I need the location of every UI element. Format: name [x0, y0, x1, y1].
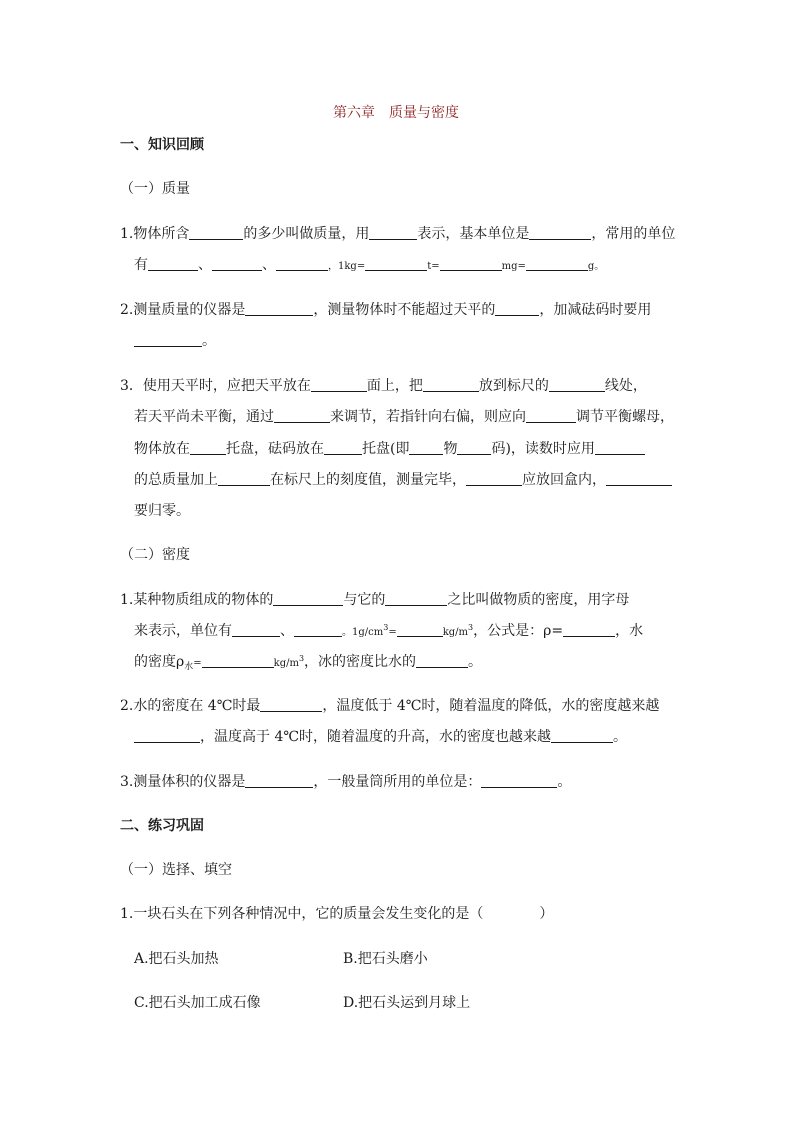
answer-blank[interactable]: [232, 622, 280, 637]
text: 调节平衡螺母，: [576, 409, 674, 425]
question-mass-1-line-1: [120, 225, 675, 243]
answer-blank[interactable]: [245, 773, 313, 788]
answer-blank[interactable]: [148, 256, 198, 271]
text: 在标尺上的刻度值，测量完毕，: [270, 472, 466, 488]
answer-blank[interactable]: [202, 653, 274, 668]
subscript: 水: [184, 662, 194, 672]
text: 2.水的密度在 4℃时最: [120, 698, 261, 714]
question-choice-1-stem: 1.一块石头在下列各种情况中，它的质量会发生变化的是（ ）: [120, 906, 554, 922]
option-a[interactable]: A.把石头加热: [134, 951, 219, 967]
superscript: 3: [468, 623, 474, 632]
text: 物体放在: [134, 441, 190, 457]
answer-blank[interactable]: [189, 225, 243, 240]
answer-blank[interactable]: [212, 256, 262, 271]
answer-blank[interactable]: [190, 440, 226, 455]
text: mg=: [501, 261, 526, 272]
subsection-heading-density: （二）密度: [120, 547, 190, 563]
answer-blank[interactable]: [276, 256, 328, 271]
question-mass-3-line-1: [120, 377, 647, 395]
answer-blank[interactable]: [311, 377, 367, 392]
text: kg/m: [273, 658, 299, 669]
answer-blank[interactable]: [595, 440, 645, 455]
text: kg/m: [442, 627, 469, 638]
text: 。1g/cm: [342, 627, 384, 638]
text: ，公式是：ρ=: [473, 623, 564, 639]
superscript: 3: [383, 623, 389, 632]
text: 托盘(即: [362, 441, 410, 457]
answer-blank[interactable]: [526, 408, 576, 423]
text: 的密度ρ: [134, 654, 185, 670]
text: 3．使用天平时，应把天平放在: [120, 378, 311, 394]
answer-blank[interactable]: [324, 440, 362, 455]
text: 1.某种物质组成的物体的: [120, 592, 274, 608]
answer-blank[interactable]: [440, 256, 502, 271]
answer-blank[interactable]: [409, 440, 443, 455]
superscript: 3: [298, 654, 305, 663]
text: 表示，基本单位是: [417, 226, 530, 242]
text: t=: [427, 261, 440, 272]
question-density-3: [120, 773, 571, 791]
section-heading-practice: 二、练习巩固: [120, 818, 204, 834]
question-mass-3-line-3: [134, 440, 645, 458]
answer-blank[interactable]: [526, 256, 588, 271]
text: 3.测量体积的仪器是: [120, 774, 246, 790]
text: 与它的: [343, 592, 386, 608]
text: 。: [613, 729, 628, 745]
subsection-heading-mass: （一）质量: [120, 181, 190, 197]
answer-blank[interactable]: [457, 440, 491, 455]
text: 来调节，若指针向右偏，则应向: [330, 409, 526, 425]
text: =: [193, 658, 202, 669]
answer-blank[interactable]: [294, 622, 342, 637]
answer-blank[interactable]: [397, 622, 443, 637]
text: 放到标尺的: [478, 378, 549, 394]
text: 。: [557, 774, 572, 790]
text: 码)，读数时应用: [491, 441, 595, 457]
text: 物: [443, 441, 458, 457]
question-mass-3-line-2: [134, 408, 674, 426]
text: 2.测量质量的仪器是: [120, 302, 246, 318]
text: ，水: [615, 623, 644, 639]
text: 。: [202, 333, 216, 349]
question-mass-2-line-1: [120, 301, 651, 319]
option-b[interactable]: B.把石头磨小: [343, 951, 428, 967]
answer-blank[interactable]: [466, 471, 522, 486]
answer-blank[interactable]: [529, 225, 591, 240]
answer-blank[interactable]: [563, 622, 615, 637]
option-d[interactable]: D.把石头运到月球上: [343, 995, 471, 1011]
subsection-heading-choice: （一）选择、填空: [120, 862, 232, 878]
answer-blank[interactable]: [549, 377, 605, 392]
text: 的总质量加上: [134, 472, 218, 488]
answer-blank[interactable]: [551, 728, 613, 743]
chapter-title: 第六章 质量与密度: [333, 105, 459, 121]
section-heading-review: 一、知识回顾: [120, 137, 204, 153]
answer-blank[interactable]: [134, 728, 200, 743]
text: =: [388, 627, 397, 638]
question-density-2-line-1: [120, 697, 659, 715]
text: 之比叫做物质的密度，用字母: [447, 592, 630, 608]
answer-blank[interactable]: [481, 773, 557, 788]
answer-blank[interactable]: [495, 301, 539, 316]
text: 、: [262, 257, 276, 273]
question-density-2-line-2: [134, 728, 627, 746]
text: 1.物体所含: [120, 226, 190, 242]
text: ，测量物体时不能超过天平的: [313, 302, 496, 318]
answer-blank[interactable]: [365, 256, 427, 271]
text: 有: [134, 257, 148, 273]
text: ，温度高于 4℃时，随着温度的升高，水的密度也越来越: [200, 729, 552, 745]
answer-blank[interactable]: [260, 697, 322, 712]
text: 面上，把: [366, 378, 423, 394]
text: 应放回盒内，: [522, 472, 606, 488]
answer-blank[interactable]: [423, 377, 479, 392]
text: 托盘，砝码放在: [226, 441, 324, 457]
question-mass-3-line-4: [134, 471, 672, 489]
text: ，加减砝码时要用: [539, 302, 652, 318]
text: g。: [587, 261, 605, 272]
answer-blank[interactable]: [274, 408, 330, 423]
text: 要归零。: [134, 503, 190, 519]
question-mass-3-line-5: [134, 502, 190, 520]
text: 、: [198, 257, 212, 273]
answer-blank[interactable]: [245, 301, 313, 316]
text: 若天平尚未平衡，通过: [134, 409, 274, 425]
question-mass-1-line-2: [134, 256, 604, 276]
question-density-1-line-2: [134, 622, 643, 642]
option-c[interactable]: C.把石头加工成石像: [134, 995, 261, 1011]
text: 的多少叫做质量，用: [243, 226, 370, 242]
answer-blank[interactable]: [218, 471, 270, 486]
question-density-1-line-1: [120, 591, 629, 609]
answer-blank[interactable]: [273, 591, 343, 606]
text: 来表示，单位有: [134, 623, 232, 639]
text: 。: [468, 654, 483, 670]
text: ，温度低于 4℃时，随着温度的降低，水的密度越来越: [322, 698, 660, 714]
answer-blank[interactable]: [606, 471, 672, 486]
text: 、: [280, 623, 294, 639]
answer-blank[interactable]: [385, 591, 447, 606]
text: ，一般量筒所用的单位是：: [313, 774, 482, 790]
text: ，冰的密度比水的: [304, 654, 417, 670]
text: ，常用的单位: [591, 226, 676, 242]
question-density-1-line-3: [134, 653, 482, 673]
answer-blank[interactable]: [416, 653, 468, 668]
question-mass-2-line-2: [134, 332, 216, 350]
answer-blank[interactable]: [369, 225, 417, 240]
answer-blank[interactable]: [134, 332, 202, 347]
text: 线处，: [604, 378, 647, 394]
text: ，1kg=: [328, 261, 366, 272]
